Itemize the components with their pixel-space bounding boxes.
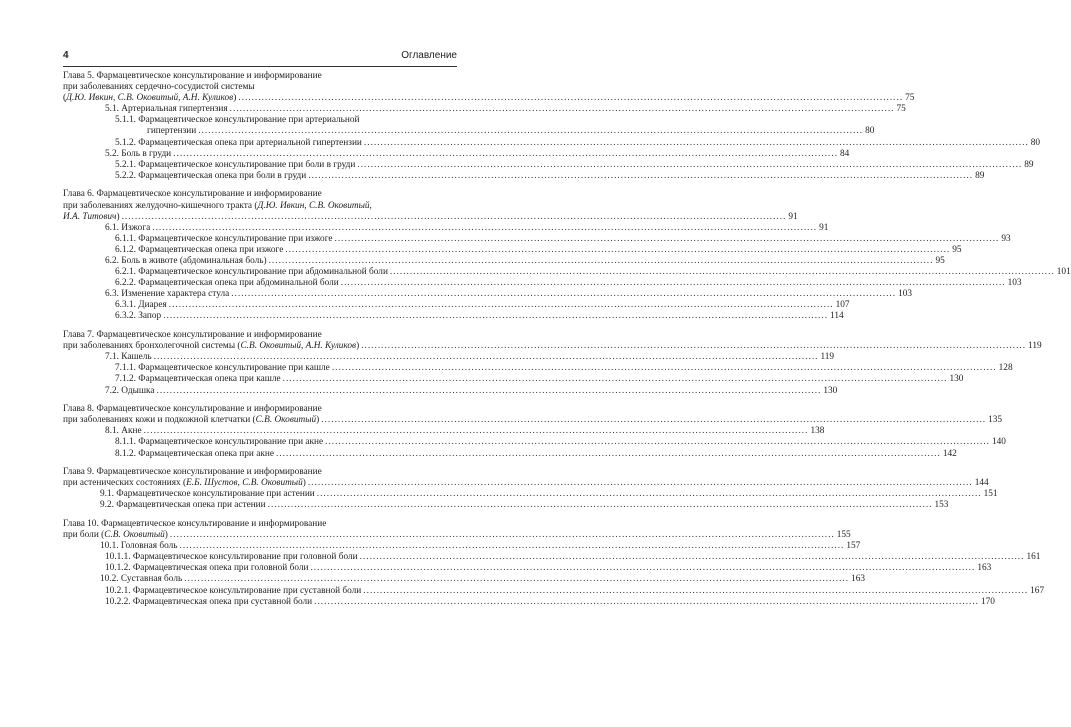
toc-entry: 8.1.1. Фармацевтическое консультирование при акне ........................................................................................................................................................................................................ 140 bbox=[115, 437, 1006, 448]
leader-dots: ........................................................................................................................................................................................................ bbox=[357, 159, 1023, 170]
toc-chapter-10 bbox=[63, 518, 1045, 608]
toc-entry: 5.2. Боль в груди ........................................................................................................................................................................................................ 84 bbox=[105, 148, 850, 159]
leader-dots: ........................................................................................................................................................................................................ bbox=[389, 267, 1055, 278]
toc-entry: 6.2.1. Фармацевтическое консультирование при абдоминальной боли ........................................................................................................................................................................................................ 101 bbox=[115, 267, 1071, 278]
toc-entry: 6.1. Изжога ........................................................................................................................................................................................................ 91 bbox=[105, 222, 829, 233]
leader-dots: ........................................................................................................................................................................................................ bbox=[198, 126, 864, 137]
toc-entry: 10.2.2. Фармацевтическая опека при суставной боли ........................................................................................................................................................................................................ 170 bbox=[105, 596, 995, 607]
leader-dots: ........................................................................................................................................................................................................ bbox=[308, 170, 974, 181]
toc-entry: 7.2. Одышка ........................................................................................................................................................................................................ 130 bbox=[105, 385, 838, 396]
leader-dots: ........................................................................................................................................................................................................ bbox=[334, 233, 1000, 244]
chapter-page: 75 bbox=[905, 93, 915, 104]
leader-dots: ........................................................................................................................................................................................................ bbox=[267, 500, 933, 511]
leader-dots: ........................................................................................................................................................................................................ bbox=[173, 148, 839, 159]
chapter-title-line: при заболеваниях сердечно-сосудистой системы bbox=[63, 82, 255, 93]
toc-entry: 6.2.2. Фармацевтическая опека при абдоминальной боли ........................................................................................................................................................................................................ 103 bbox=[115, 278, 1022, 289]
toc-entry: 10.2. Суставная боль ........................................................................................................................................................................................................ 163 bbox=[100, 574, 865, 585]
toc-chapter-6 bbox=[63, 189, 1071, 322]
toc-entry: 6.1.1. Фармацевтическое консультирование при изжоге ........................................................................................................................................................................................................ 93 bbox=[115, 233, 1011, 244]
chapter-authors-line: при заболеваниях кожи и подкожной клетчатки (С.В. Оковитый) ........................................................................................................................................................................................................ 135 bbox=[63, 415, 1003, 426]
leader-dots: ........................................................................................................................................................................................................ bbox=[363, 137, 1029, 148]
leader-dots: ........................................................................................................................................................................................................ bbox=[325, 437, 990, 448]
table-of-contents bbox=[63, 71, 1071, 615]
toc-entry: 5.2.2. Фармацевтическая опека при боли в груди ........................................................................................................................................................................................................ 89 bbox=[115, 170, 985, 181]
page-number: 4 bbox=[63, 50, 69, 61]
leader-dots: ........................................................................................................................................................................................................ bbox=[268, 256, 934, 266]
chapter-page: 91 bbox=[788, 211, 798, 222]
chapter-authors: Д.Ю. Ивкин, С.В. Оковитый, bbox=[257, 200, 372, 211]
leader-dots: ........................................................................................................................................................................................................ bbox=[229, 104, 895, 115]
chapter-authors: С.В. Оковитый bbox=[255, 415, 317, 426]
chapter-authors-line: при астенических состояниях (Е.Б. Шустов, С.В. Оковитый) ........................................................................................................................................................................................................ 144 bbox=[63, 478, 989, 489]
leader-dots: ........................................................................................................................................................................................................ bbox=[275, 448, 941, 459]
toc-entry: 6.3. Изменение характера стула ........................................................................................................................................................................................................ 103 bbox=[105, 289, 913, 300]
leader-dots: ........................................................................................................................................................................................................ bbox=[143, 426, 809, 437]
chapter-authors: И.А. Титович bbox=[63, 211, 117, 222]
chapter-title-line: Глава 7. Фармацевтическое консультирование и информирование bbox=[63, 330, 322, 341]
toc-entry: 5.1.2. Фармацевтическая опека при артериальной гипертензии ........................................................................................................................................................................................................ 80 bbox=[115, 137, 1041, 148]
leader-dots: ........................................................................................................................................................................................................ bbox=[238, 93, 904, 104]
leader-dots: ........................................................................................................................................................................................................ bbox=[231, 289, 897, 300]
chapter-title-line: при заболеваниях желудочно-кишечного тракта (Д.Ю. Ивкин, С.В. Оковитый, bbox=[63, 200, 372, 211]
chapter-page: 135 bbox=[988, 415, 1003, 426]
toc-chapter-9 bbox=[63, 467, 998, 511]
chapter-authors-line: (Д.Ю. Ивкин, С.В. Оковитый, А.Н. Куликов) ........................................................................................................................................................................................................ 75 bbox=[63, 93, 915, 104]
leader-dots: ........................................................................................................................................................................................................ bbox=[363, 585, 1029, 596]
leader-dots: ........................................................................................................................................................................................................ bbox=[361, 341, 1027, 352]
leader-dots: ........................................................................................................................................................................................................ bbox=[282, 374, 948, 385]
toc-entry: 10.2.1. Фармацевтическое консультирование при суставной боли ........................................................................................................................................................................................................ 167 bbox=[105, 585, 1045, 596]
leader-dots: ........................................................................................................................................................................................................ bbox=[321, 415, 987, 426]
leader-dots: ........................................................................................................................................................................................................ bbox=[310, 563, 976, 574]
toc-entry: 7.1.1. Фармацевтическое консультирование при кашле ........................................................................................................................................................................................................ 128 bbox=[115, 363, 1013, 374]
toc-entry: 5.1.1. Фармацевтическое консультирование при артериальной bbox=[115, 115, 360, 126]
chapter-authors: С.В. Оковитый, А.Н. Куликов bbox=[240, 341, 357, 352]
toc-entry-continuation: гипертензии ........................................................................................................................................................................................................ 80 bbox=[147, 126, 875, 137]
toc-entry: 10.1.1. Фармацевтическое консультирование при головной боли ........................................................................................................................................................................................................ 161 bbox=[105, 552, 1041, 563]
leader-dots: ........................................................................................................................................................................................................ bbox=[153, 352, 819, 363]
leader-dots: ........................................................................................................................................................................................................ bbox=[316, 489, 982, 500]
leader-dots: ........................................................................................................................................................................................................ bbox=[179, 541, 845, 552]
chapter-page: 155 bbox=[836, 530, 851, 541]
chapter-title-line: Глава 10. Фармацевтическое консультирование и информирование bbox=[63, 518, 327, 529]
toc-entry: 8.1. Акне ........................................................................................................................................................................................................ 138 bbox=[105, 426, 825, 437]
chapter-title-line: Глава 9. Фармацевтическое консультирование и информирование bbox=[63, 467, 322, 478]
chapter-authors-line: при боли (С.В. Оковитый) ........................................................................................................................................................................................................ 155 bbox=[63, 530, 851, 541]
toc-entry: 5.2.1. Фармацевтическое консультирование при боли в груди ........................................................................................................................................................................................................ 89 bbox=[115, 159, 1034, 170]
toc-chapter-8 bbox=[63, 404, 1006, 459]
section-title: Оглавление bbox=[401, 50, 457, 61]
chapter-authors-line: И.А. Титович) ........................................................................................................................................................................................................ 91 bbox=[63, 211, 798, 222]
chapter-title-line: Глава 5. Фармацевтическое консультирование и информирование bbox=[63, 71, 322, 81]
chapter-title-line: Глава 8. Фармацевтическое консультирование и информирование bbox=[63, 404, 322, 415]
toc-entry: 10.1. Головная боль ........................................................................................................................................................................................................ 157 bbox=[100, 541, 861, 552]
header-rule bbox=[63, 66, 457, 67]
leader-dots: ........................................................................................................................................................................................................ bbox=[184, 574, 850, 585]
toc-entry: 9.2. Фармацевтическая опека при астении ........................................................................................................................................................................................................ 153 bbox=[100, 500, 949, 511]
chapter-authors: Д.Ю. Ивкин, С.В. Оковитый, А.Н. Куликов bbox=[66, 93, 234, 104]
chapter-authors: С.В. Оковитый bbox=[104, 530, 165, 541]
toc-entry: 6.1.2. Фармацевтическая опека при изжоге ........................................................................................................................................................................................................ 95 bbox=[115, 244, 962, 255]
running-header bbox=[63, 50, 457, 64]
toc-entry: 6.2. Боль в животе (абдоминальная боль) ........................................................................................................................................................................................................ 95 bbox=[105, 256, 945, 266]
leader-dots: ........................................................................................................................................................................................................ bbox=[314, 596, 979, 607]
leader-dots: ........................................................................................................................................................................................................ bbox=[163, 311, 829, 322]
leader-dots: ........................................................................................................................................................................................................ bbox=[156, 385, 822, 396]
leader-dots: ........................................................................................................................................................................................................ bbox=[121, 211, 787, 222]
toc-chapter-7 bbox=[63, 330, 1042, 397]
toc-entry: 9.1. Фармацевтическое консультирование при астении ........................................................................................................................................................................................................ 151 bbox=[100, 489, 998, 500]
chapter-page: 119 bbox=[1028, 341, 1042, 352]
leader-dots: ........................................................................................................................................................................................................ bbox=[152, 222, 818, 233]
leader-dots: ........................................................................................................................................................................................................ bbox=[307, 478, 973, 489]
leader-dots: ........................................................................................................................................................................................................ bbox=[359, 552, 1025, 563]
leader-dots: ........................................................................................................................................................................................................ bbox=[340, 278, 1006, 289]
toc-entry: 7.1. Кашель ........................................................................................................................................................................................................ 119 bbox=[105, 352, 835, 363]
toc-entry: 5.1. Артериальная гипертензия ........................................................................................................................................................................................................ 75 bbox=[105, 104, 906, 115]
leader-dots: ........................................................................................................................................................................................................ bbox=[168, 300, 834, 311]
leader-dots: ........................................................................................................................................................................................................ bbox=[169, 530, 835, 541]
leader-dots: ........................................................................................................................................................................................................ bbox=[331, 363, 997, 374]
toc-entry: 6.3.1. Диарея ........................................................................................................................................................................................................ 107 bbox=[115, 300, 850, 311]
leader-dots: ........................................................................................................................................................................................................ bbox=[285, 244, 951, 255]
chapter-page: 144 bbox=[974, 478, 989, 489]
toc-chapter-5 bbox=[63, 71, 1041, 182]
toc-entry: 6.3.2. Запор ........................................................................................................................................................................................................ 114 bbox=[115, 311, 844, 322]
chapter-authors-line: при заболеваниях бронхолегочной системы (С.В. Оковитый, А.Н. Куликов) ........................................................................................................................................................................................................ 119 bbox=[63, 341, 1042, 352]
toc-entry: 8.1.2. Фармацевтическая опека при акне ........................................................................................................................................................................................................ 142 bbox=[115, 448, 957, 459]
chapter-title-line: Глава 6. Фармацевтическое консультирование и информирование bbox=[63, 189, 322, 200]
toc-entry: 10.1.2. Фармацевтическая опека при головной боли ........................................................................................................................................................................................................ 163 bbox=[105, 563, 992, 574]
chapter-authors: Е.Б. Шустов, С.В. Оковитый bbox=[186, 478, 303, 489]
toc-entry: 7.1.2. Фармацевтическая опека при кашле ........................................................................................................................................................................................................ 130 bbox=[115, 374, 964, 385]
